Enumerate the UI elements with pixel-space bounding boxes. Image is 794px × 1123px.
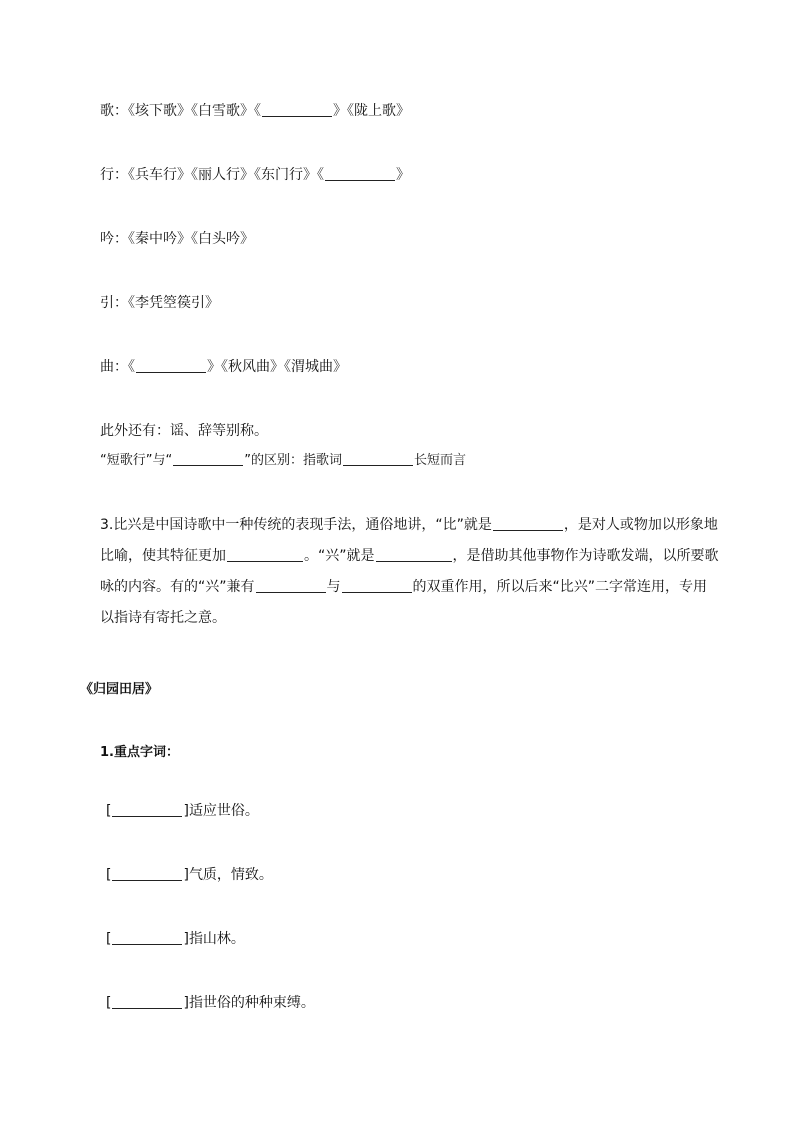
genre-prefix: 曲：	[100, 359, 128, 375]
diff-text: “短歌行”与“	[100, 453, 173, 468]
diff-text: ”的区别：指歌词	[244, 453, 342, 468]
vocab-meaning: 指世俗的种种束缚。	[188, 995, 315, 1011]
answer-blank[interactable]	[112, 994, 182, 1009]
vocab-meaning: 适应世俗。	[188, 803, 259, 819]
answer-blank[interactable]	[325, 166, 395, 181]
section-title: 《归园田居》	[80, 682, 159, 697]
genre-text: 《秦中吟》《白头吟》	[128, 231, 254, 247]
genre-text: 《李凭箜篌引》	[128, 295, 219, 311]
answer-blank[interactable]	[262, 102, 332, 117]
bixing-text: 与	[326, 579, 341, 595]
bixing-paragraph	[100, 510, 720, 634]
vocab-item	[106, 993, 315, 1013]
bixing-text: ，是对人或物加以形象地比喻，使其特征更加	[100, 517, 718, 564]
genre-text: 《垓下歌》《白雪歌》《	[128, 103, 261, 119]
vocab-item	[106, 929, 245, 949]
bracket-close: ]	[183, 803, 189, 819]
genre-line-yin	[100, 229, 254, 249]
answer-blank[interactable]	[227, 547, 303, 562]
answer-blank[interactable]	[112, 802, 182, 817]
genre-line-qu	[100, 357, 347, 377]
answer-blank[interactable]	[343, 451, 413, 466]
answer-blank[interactable]	[256, 578, 326, 593]
bixing-text: 3.比兴是中国诗歌中一种传统的表现手法，通俗地讲，“比”就是	[100, 517, 492, 533]
genre-prefix: 行：	[100, 167, 128, 183]
genre-line-ge	[100, 101, 410, 121]
extra-note: 此外还有：谣、辞等别称。	[100, 423, 268, 439]
genre-text: 《兵车行》《丽人行》《东门行》《	[128, 167, 324, 183]
vocab-item	[106, 865, 273, 885]
genre-prefix: 歌：	[100, 103, 128, 119]
answer-blank[interactable]	[136, 358, 206, 373]
answer-blank[interactable]	[342, 578, 412, 593]
diff-text: 长短而言	[413, 453, 466, 468]
answer-blank[interactable]	[112, 866, 182, 881]
genre-prefix: 吟：	[100, 231, 128, 247]
answer-blank[interactable]	[376, 547, 452, 562]
genre-line-xing	[100, 165, 410, 185]
bracket-open: [	[106, 931, 112, 947]
genre-text: 》《陇上歌》	[333, 103, 410, 119]
bixing-text: ，是借助其他事物作为诗歌发端，以所要歌咏的内容。有的“兴”兼有	[100, 548, 719, 595]
genre-line-yin2	[100, 293, 219, 313]
bracket-close: ]	[183, 995, 189, 1011]
genre-prefix: 引：	[100, 295, 128, 311]
bracket-open: [	[106, 803, 112, 819]
answer-blank[interactable]	[112, 930, 182, 945]
genre-text: 《	[128, 359, 135, 375]
genre-text: 》	[396, 167, 410, 183]
vocab-meaning: 气质，情致。	[188, 867, 273, 883]
bixing-text: 。“兴”就是	[304, 548, 375, 564]
bracket-open: [	[106, 995, 112, 1011]
sub-title: 1.重点字词：	[100, 745, 179, 760]
bracket-close: ]	[183, 931, 189, 947]
answer-blank[interactable]	[173, 451, 243, 466]
vocab-meaning: 指山林。	[188, 931, 245, 947]
vocab-item	[106, 801, 259, 821]
bixing-text: 的双重作用，所以后来“比兴”二字常连用，专用以指诗有寄托之意。	[100, 579, 708, 626]
difference-line	[100, 451, 466, 471]
bracket-open: [	[106, 867, 112, 883]
genre-text: 》《秋风曲》《渭城曲》	[207, 359, 347, 375]
bracket-close: ]	[183, 867, 189, 883]
answer-blank[interactable]	[493, 516, 563, 531]
